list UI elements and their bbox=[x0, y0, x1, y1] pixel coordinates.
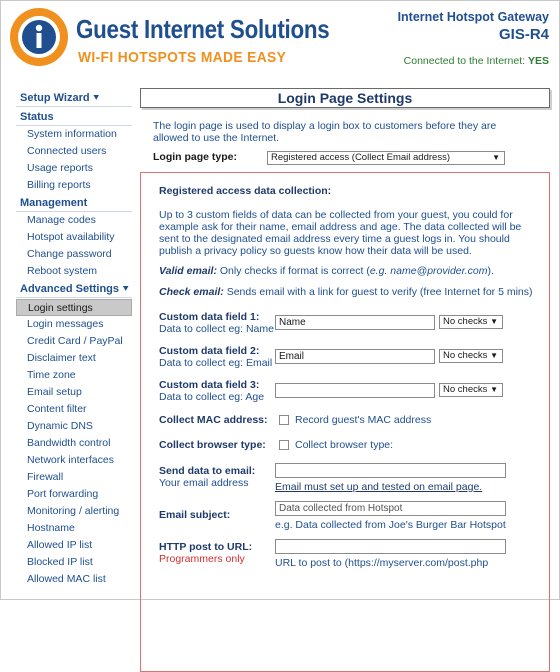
custom-field-1-check-value: No checks bbox=[443, 316, 488, 327]
send-email-help[interactable]: Email must set up and tested on email page. bbox=[275, 481, 483, 493]
connection-value: YES bbox=[527, 55, 549, 67]
email-subject-label: Email subject: bbox=[159, 509, 231, 521]
custom-field-3-check-select[interactable] bbox=[439, 383, 503, 397]
check-email-note bbox=[159, 286, 533, 298]
brand-name: Guest Internet Solutions bbox=[76, 14, 330, 44]
sidebar-advanced-label: Advanced Settings bbox=[20, 283, 120, 295]
http-post-help: URL to post to (https://myserver.com/post.php bbox=[275, 557, 489, 569]
sidebar-item-time-zone[interactable]: Time zone bbox=[27, 369, 76, 381]
sidebar-item-email-setup[interactable]: Email setup bbox=[27, 386, 82, 398]
sidebar-item-credit-card-paypal[interactable]: Credit Card / PayPal bbox=[27, 335, 123, 347]
sidebar-item-disclaimer-text[interactable]: Disclaimer text bbox=[27, 352, 96, 364]
caret-down-icon: ▼ bbox=[492, 153, 500, 162]
sidebar-item-allowed-ip-list[interactable]: Allowed IP list bbox=[27, 539, 93, 551]
valid-email-text: Only checks if format is correct ( bbox=[216, 265, 370, 277]
sidebar-heading-management: Management bbox=[16, 195, 132, 212]
login-type-value: Registered access (Collect Email address) bbox=[271, 152, 450, 163]
brand-tagline: WI-FI HOTSPOTS MADE EASY bbox=[78, 49, 287, 66]
check-email-term: Check email: bbox=[159, 286, 224, 298]
custom-field-1-label: Custom data field 1: bbox=[159, 311, 260, 323]
custom-field-1-input[interactable]: Name bbox=[275, 315, 435, 330]
sidebar-item-port-forwarding[interactable]: Port forwarding bbox=[27, 488, 99, 500]
main-content bbox=[140, 88, 550, 569]
send-email-input[interactable] bbox=[275, 463, 506, 478]
sidebar-item-billing-reports[interactable]: Billing reports bbox=[27, 179, 91, 191]
header bbox=[0, 0, 560, 84]
login-type-row bbox=[153, 150, 553, 166]
email-subject-input[interactable]: Data collected from Hotspot bbox=[275, 501, 506, 516]
sidebar-item-system-information[interactable]: System information bbox=[27, 128, 117, 140]
registered-access-box bbox=[140, 172, 550, 672]
sidebar-item-bandwidth-control[interactable]: Bandwidth control bbox=[27, 437, 111, 449]
custom-field-3-input[interactable] bbox=[275, 383, 435, 398]
sidebar-item-monitoring-alerting[interactable]: Monitoring / alerting bbox=[27, 505, 120, 517]
double-chevron-down-icon: ⯆ bbox=[122, 284, 130, 294]
custom-field-3-sub: Data to collect eg: Age bbox=[159, 391, 265, 403]
sidebar-item-firewall[interactable]: Firewall bbox=[27, 471, 64, 483]
check-email-text: Sends email with a link for guest to verify (free Internet for 5 mins) bbox=[223, 286, 533, 298]
sidebar-item-network-interfaces[interactable]: Network interfaces bbox=[27, 454, 114, 466]
caret-down-icon: ▼ bbox=[490, 385, 498, 394]
sidebar-item-hostname[interactable]: Hostname bbox=[27, 522, 75, 534]
custom-field-2-sub: Data to collect eg: Email bbox=[159, 357, 273, 369]
product-line: Internet Hotspot Gateway bbox=[397, 10, 549, 24]
sidebar-item-reboot-system[interactable]: Reboot system bbox=[27, 265, 98, 277]
custom-field-2-check-value: No checks bbox=[443, 350, 488, 361]
sidebar bbox=[16, 90, 132, 588]
sidebar-advanced-list bbox=[16, 299, 132, 588]
custom-field-1-check-select[interactable] bbox=[439, 315, 503, 329]
sidebar-item-connected-users[interactable]: Connected users bbox=[27, 145, 107, 157]
sidebar-item-usage-reports[interactable]: Usage reports bbox=[27, 162, 93, 174]
logo-icon bbox=[8, 6, 70, 68]
sidebar-item-change-password[interactable]: Change password bbox=[27, 248, 112, 260]
sidebar-item-login-messages[interactable]: Login messages bbox=[27, 318, 104, 330]
custom-field-3-check-value: No checks bbox=[443, 384, 488, 395]
connection-label: Connected to the Internet: bbox=[403, 55, 526, 67]
http-post-label: HTTP post to URL: bbox=[159, 541, 253, 553]
box-title: Registered access data collection: bbox=[159, 185, 332, 197]
valid-email-example: e.g. name@provider.com bbox=[369, 265, 488, 277]
collect-browser-label: Collect browser type: bbox=[159, 439, 266, 451]
login-type-select[interactable] bbox=[267, 151, 505, 165]
page-title: Login Page Settings bbox=[140, 88, 550, 108]
custom-field-2-check-select[interactable] bbox=[439, 349, 503, 363]
caret-down-icon: ▼ bbox=[490, 351, 498, 360]
sidebar-item-hotspot-availability[interactable]: Hotspot availability bbox=[27, 231, 115, 243]
sidebar-status-list bbox=[16, 126, 132, 194]
login-type-label: Login page type: bbox=[153, 151, 237, 163]
collect-browser-checkbox[interactable] bbox=[279, 440, 289, 450]
collect-mac-checkbox[interactable] bbox=[279, 415, 289, 425]
sidebar-item-dynamic-dns[interactable]: Dynamic DNS bbox=[27, 420, 93, 432]
product-model: GIS-R4 bbox=[498, 26, 549, 43]
valid-email-note bbox=[159, 265, 494, 277]
caret-down-icon: ▼ bbox=[490, 317, 498, 326]
custom-field-3-label: Custom data field 3: bbox=[159, 379, 260, 391]
sidebar-heading-advanced[interactable] bbox=[16, 281, 132, 298]
double-chevron-down-icon: ⯆ bbox=[92, 93, 100, 103]
sidebar-heading-status: Status bbox=[16, 109, 132, 126]
valid-email-text-end: ). bbox=[487, 265, 494, 277]
sidebar-item-login-settings[interactable]: Login settings bbox=[16, 299, 132, 316]
collect-browser-checkbox-label: Collect browser type: bbox=[295, 439, 394, 451]
valid-email-term: Valid email: bbox=[159, 265, 217, 277]
sidebar-setup-wizard-label: Setup Wizard bbox=[20, 92, 90, 104]
sidebar-item-allowed-mac-list[interactable]: Allowed MAC list bbox=[27, 573, 106, 585]
sidebar-item-manage-codes[interactable]: Manage codes bbox=[27, 214, 96, 226]
box-description: Up to 3 custom fields of data can be collected from your guest, you could for example ask for their name, email address and age. The data collected will be sent to the designated email address every time a guest logs in. You should publish a privacy policy so guests know how their data will be used. bbox=[159, 209, 522, 257]
collect-mac-label: Collect MAC address: bbox=[159, 414, 268, 426]
custom-field-1-sub: Data to collect eg: Name bbox=[159, 323, 274, 335]
send-email-sub: Your email address bbox=[159, 477, 249, 489]
email-subject-help: e.g. Data collected from Joe's Burger Bar Hotspot bbox=[275, 519, 506, 531]
http-post-input[interactable] bbox=[275, 539, 506, 554]
collect-mac-checkbox-label: Record guest's MAC address bbox=[295, 414, 432, 426]
connection-status bbox=[404, 55, 549, 67]
intro-text: The login page is used to display a login box to customers before they are allowed to use the Internet. bbox=[153, 120, 497, 144]
sidebar-setup-wizard[interactable] bbox=[16, 90, 132, 107]
send-email-label: Send data to email: bbox=[159, 465, 256, 477]
sidebar-item-blocked-ip-list[interactable]: Blocked IP list bbox=[27, 556, 93, 568]
sidebar-item-content-filter[interactable]: Content filter bbox=[27, 403, 87, 415]
custom-field-2-input[interactable]: Email bbox=[275, 349, 435, 364]
http-post-sub: Programmers only bbox=[159, 553, 245, 565]
custom-field-2-label: Custom data field 2: bbox=[159, 345, 260, 357]
sidebar-management-list bbox=[16, 212, 132, 280]
